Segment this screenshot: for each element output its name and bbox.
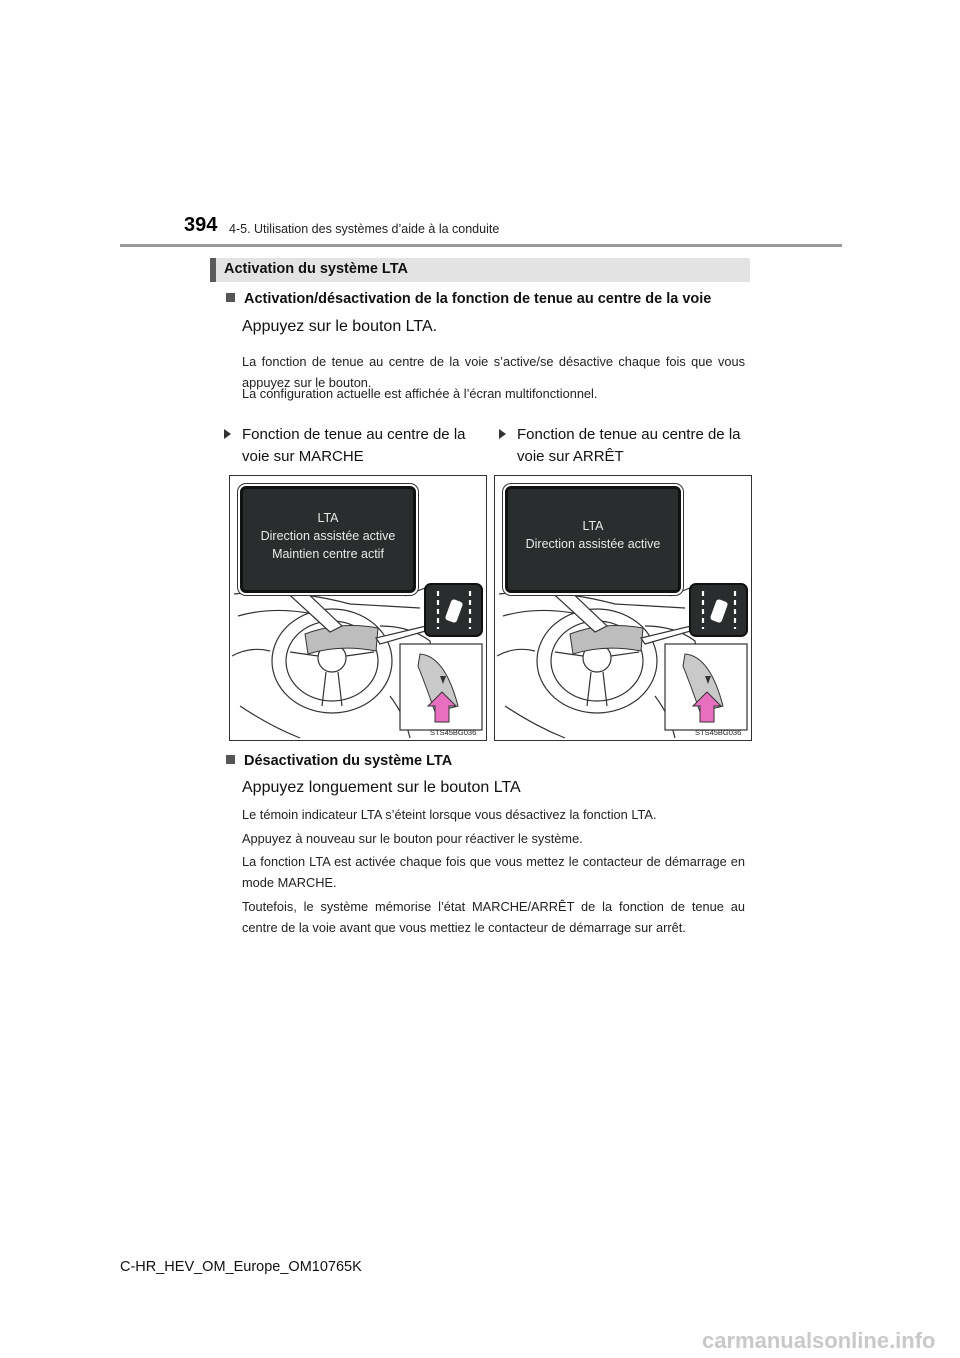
section-header: 4-5. Utilisation des systèmes d’aide à la conduite xyxy=(229,222,500,236)
figure-lta-on xyxy=(229,475,487,741)
note-toggle: La fonction de tenue au centre de la voie s’active/se désactive chaque fois que vous appuyez sur le bouton. xyxy=(242,354,745,390)
display-line-2: Direction assistée active xyxy=(525,537,661,551)
multi-information-display xyxy=(240,486,416,593)
note-display: La configuration actuelle est affichée à l’écran multifonctionnel. xyxy=(242,386,598,401)
display-line-1: LTA xyxy=(317,511,339,525)
subheading-deactivation xyxy=(226,753,452,769)
note-indicator-off: Le témoin indicateur LTA s’éteint lorsque vous désactivez la fonction LTA. xyxy=(242,807,657,822)
figure-code: STS45BG036 xyxy=(695,728,742,737)
watermark: carmanualsonline.info xyxy=(702,1328,936,1353)
document-id: C-HR_HEV_OM_Europe_OM10765K xyxy=(120,1259,362,1275)
section-title-bar xyxy=(210,258,750,282)
note-activated-on-start: La fonction LTA est activée chaque fois que vous mettez le contacteur de démarrage en mode MARCHE. xyxy=(242,854,745,890)
triangle-bullet-icon xyxy=(499,429,506,439)
page-number: 394 xyxy=(184,214,218,236)
section-bar-accent xyxy=(210,258,216,282)
figure-code: STS45BG036 xyxy=(430,728,477,737)
note-reactivate: Appuyez à nouveau sur le bouton pour réactiver le système. xyxy=(242,831,583,846)
square-bullet-icon xyxy=(226,755,235,764)
section-title: Activation du système LTA xyxy=(224,261,408,277)
caption-off xyxy=(517,424,749,468)
display-line-1: LTA xyxy=(582,519,604,533)
display-line-3: Maintien centre actif xyxy=(272,547,384,561)
subheading-activation xyxy=(226,291,711,307)
note-memorized-state: Toutefois, le système mémorise l’état MARCHE/ARRÊT de la fonction de tenue au centre de la voie avant que vous mettiez le contacteur de démarrage sur arrêt. xyxy=(242,899,745,935)
caption-on-text: Fonction de tenue au centre de la voie sur MARCHE xyxy=(242,426,466,465)
multi-information-display xyxy=(505,486,681,593)
header-rule xyxy=(120,244,842,247)
instruction-press-lta: Appuyez sur le bouton LTA. xyxy=(242,318,438,335)
figure-lta-off xyxy=(494,475,752,741)
triangle-bullet-icon xyxy=(224,429,231,439)
display-line-2: Direction assistée active xyxy=(260,529,396,543)
square-bullet-icon xyxy=(226,293,235,302)
caption-off-text: Fonction de tenue au centre de la voie sur ARRÊT xyxy=(517,426,741,465)
subheading-activation-text: Activation/désactivation de la fonction de tenue au centre de la voie xyxy=(244,291,712,307)
subheading-deactivation-text: Désactivation du système LTA xyxy=(244,753,453,769)
caption-on xyxy=(242,424,482,468)
instruction-long-press: Appuyez longuement sur le bouton LTA xyxy=(242,779,521,796)
